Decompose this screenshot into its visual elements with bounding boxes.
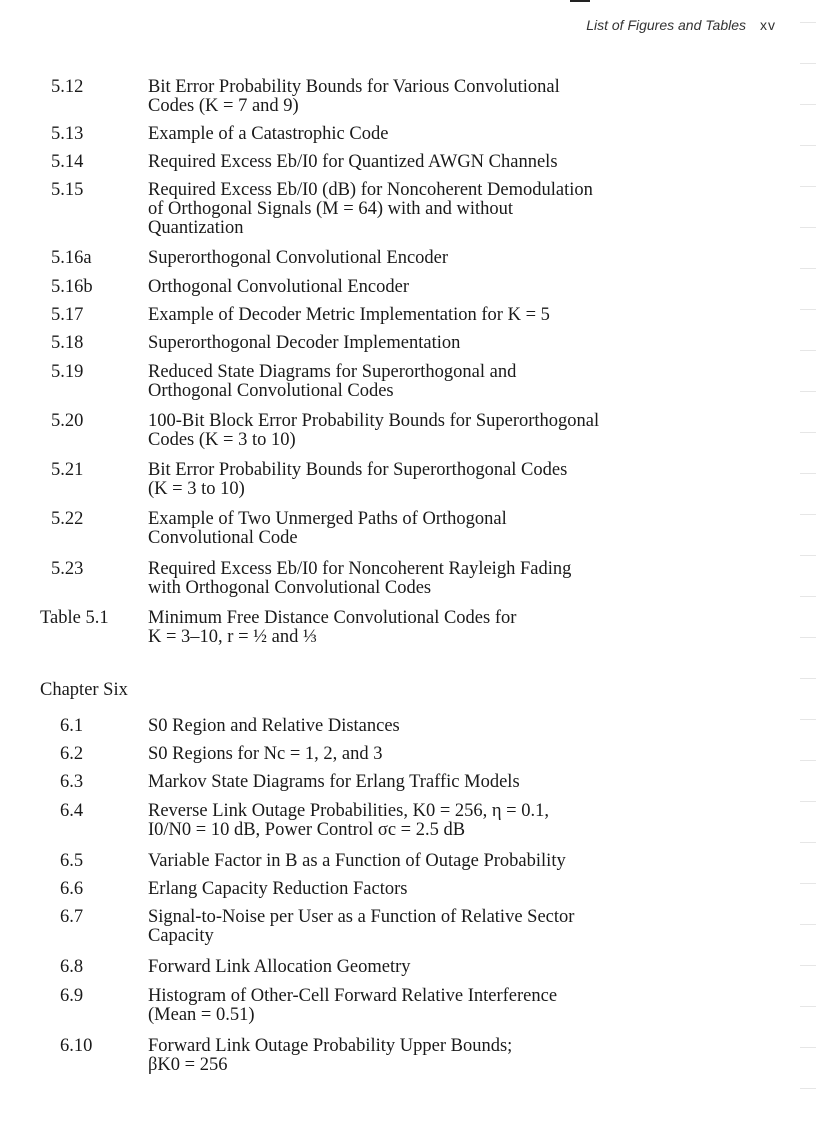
entry-title: 100-Bit Block Error Probability Bounds for Superorthogonal Codes (K = 3 to 10)	[148, 411, 600, 450]
entry-number: 6.7	[60, 907, 84, 927]
entry-number: 5.20	[51, 411, 84, 431]
entry-title: S0 Region and Relative Distances	[148, 716, 400, 736]
entry-title: Reduced State Diagrams for Superorthogonal and Orthogonal Convolutional Codes	[148, 362, 517, 401]
entry-number: 5.16b	[51, 277, 93, 297]
entry-title: Variable Factor in B as a Function of Outage Probability	[148, 851, 566, 871]
entry-number: 5.21	[51, 460, 84, 480]
entry-number: 6.1	[60, 716, 84, 736]
entry-number: 5.23	[51, 559, 84, 579]
entry-title: Required Excess Eb/I0 (dB) for Noncoherent Demodulation of Orthogonal Signals (M = 64) with and without Quantization	[148, 180, 593, 238]
entry-number: 6.9	[60, 986, 84, 1006]
entry-number: 5.14	[51, 152, 84, 172]
entry-title: Orthogonal Convolutional Encoder	[148, 277, 410, 297]
header-rule	[570, 0, 590, 2]
entry-title: Example of Two Unmerged Paths of Orthogonal Convolutional Code	[148, 509, 507, 548]
entry-number: 5.12	[51, 77, 84, 97]
entry-number: 5.22	[51, 509, 84, 529]
entry-number: 5.19	[51, 362, 84, 382]
entry-number: 6.5	[60, 851, 84, 871]
chapter-heading: Chapter Six	[40, 680, 128, 700]
entry-number: 6.8	[60, 957, 84, 977]
entry-title: Superorthogonal Decoder Implementation	[148, 333, 461, 353]
entry-title: Erlang Capacity Reduction Factors	[148, 879, 408, 899]
entry-title: Required Excess Eb/I0 for Noncoherent Rayleigh Fading with Orthogonal Convolutional Codes	[148, 559, 572, 598]
entry-number: 5.15	[51, 180, 84, 200]
entry-number: 6.6	[60, 879, 84, 899]
entry-title: Signal-to-Noise per User as a Function of Relative Sector Capacity	[148, 907, 575, 946]
entry-title: Example of Decoder Metric Implementation for K = 5	[148, 305, 550, 325]
entry-title: Superorthogonal Convolutional Encoder	[148, 248, 449, 268]
entry-title: Example of a Catastrophic Code	[148, 124, 389, 144]
running-head: List of Figures and Tables	[586, 17, 746, 33]
entry-title: Required Excess Eb/I0 for Quantized AWGN Channels	[148, 152, 558, 172]
entry-title: Bit Error Probability Bounds for Superorthogonal Codes (K = 3 to 10)	[148, 460, 568, 499]
entry-number: 6.4	[60, 801, 84, 821]
entry-title: S0 Regions for Nc = 1, 2, and 3	[148, 744, 383, 764]
entry-number: 5.18	[51, 333, 84, 353]
entry-title: Forward Link Outage Probability Upper Bounds; βK0 = 256	[148, 1036, 513, 1075]
entry-number: 5.17	[51, 305, 84, 325]
entry-number: 6.3	[60, 772, 84, 792]
entry-number: 5.13	[51, 124, 84, 144]
entry-title: Minimum Free Distance Convolutional Codes for K = 3–10, r = ½ and ⅓	[148, 608, 517, 647]
entry-number: 6.10	[60, 1036, 93, 1056]
entry-title: Bit Error Probability Bounds for Various Convolutional Codes (K = 7 and 9)	[148, 77, 560, 116]
entry-number: 6.2	[60, 744, 84, 764]
entry-number: 5.16a	[51, 248, 92, 268]
entry-title: Histogram of Other-Cell Forward Relative Interference (Mean = 0.51)	[148, 986, 558, 1025]
entry-title: Reverse Link Outage Probabilities, K0 = 256, η = 0.1, I0/N0 = 10 dB, Power Control σc = 2.5 dB	[148, 801, 549, 840]
entry-number: Table 5.1	[40, 608, 109, 628]
page-edge-specks	[800, 0, 816, 1123]
entry-title: Forward Link Allocation Geometry	[148, 957, 411, 977]
page-number: xv	[760, 17, 776, 33]
entry-title: Markov State Diagrams for Erlang Traffic Models	[148, 772, 520, 792]
